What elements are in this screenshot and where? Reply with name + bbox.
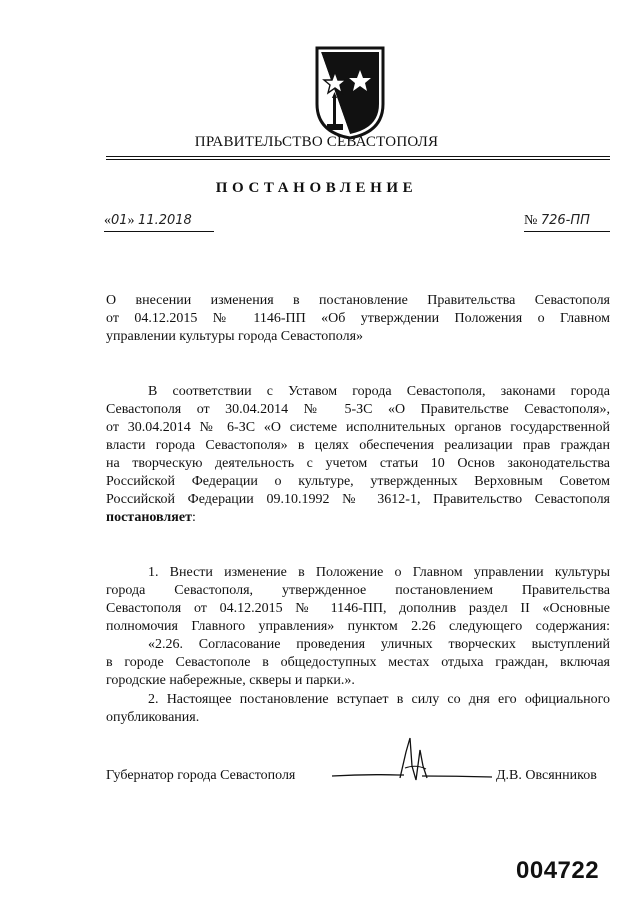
resolves-colon: : <box>191 510 196 525</box>
date-month-year: 11.2018 <box>138 213 192 228</box>
document-subject <box>106 292 610 346</box>
document-type: ПОСТАНОВЛЕНИЕ <box>215 180 418 196</box>
clause-1 <box>106 564 610 636</box>
clause-1-line: полномочия Главного управления» пунктом 2.26 следующего содержания: <box>106 619 610 634</box>
government-title: ПРАВИТЕЛЬСТВО СЕВАСТОПОЛЯ <box>194 134 439 150</box>
document-date <box>104 213 214 232</box>
preamble-line: на творческую деятельность с учетом статьи 10 Основ законодательства <box>106 456 610 471</box>
clause-2-26-line: в городе Севастополе в общедоступных местах отдыха граждан, включая <box>106 655 610 670</box>
signatory-name: Д.В. Овсянников <box>496 768 597 783</box>
header-divider <box>106 156 610 160</box>
preamble-line: Российской Федерации о культуре, утвержденных Верховным Советом <box>106 474 610 489</box>
clause-2 <box>106 691 610 727</box>
document-number <box>524 213 610 232</box>
clause-2-line: 2. Настоящее постановление вступает в силу со дня его официального <box>148 692 610 707</box>
number-value: 726-ПП <box>540 213 590 228</box>
clause-1-line: 1. Внести изменение в Положение о Главном управлении культуры <box>148 565 610 580</box>
clause-1-line: города Севастополя, утвержденное постановлением Правительства <box>106 583 610 598</box>
serial-number: 004722 <box>516 857 600 884</box>
subject-line: от 04.12.2015 № 1146-ПП «Об утверждении Положения о Главном <box>106 311 610 326</box>
handwritten-signature <box>326 736 496 786</box>
clause-2-26 <box>106 636 610 690</box>
preamble-line: от 30.04.2014 № 6-ЗС «О системе исполнительных органов государственной <box>106 420 610 435</box>
preamble-line: В соответствии с Уставом города Севастополя, законами города <box>148 384 610 399</box>
clause-2-line: опубликования. <box>106 710 200 725</box>
preamble-paragraph <box>106 383 610 527</box>
signatory-position: Губернатор города Севастополя <box>106 768 296 783</box>
clause-2-26-line: «2.26. Согласование проведения уличных творческих выступлений <box>148 637 610 652</box>
preamble-line: Севастополя от 30.04.2014 № 5-ЗС «О Правительстве Севастополя», <box>106 402 610 417</box>
preamble-line: Российской Федерации 09.10.1992 № 3612-1, Правительство Севастополя <box>106 492 610 507</box>
date-day: 01 <box>111 213 128 228</box>
subject-line: управлении культуры города Севастополя» <box>106 329 364 344</box>
date-open-quote: « <box>104 213 111 228</box>
preamble-line: власти города Севастополя» в целях обеспечения реализации прав граждан <box>106 438 610 453</box>
clause-1-line: Севастополя от 04.12.2015 № 1146-ПП, дополнив раздел II «Основные <box>106 601 610 616</box>
subject-line: О внесении изменения в постановление Правительства Севастополя <box>106 293 610 308</box>
resolves-line <box>106 509 610 527</box>
number-prefix: № <box>524 213 538 228</box>
date-close-quote: » <box>127 213 135 228</box>
sevastopol-coat-of-arms-icon <box>313 46 387 140</box>
clause-2-26-line: городские набережные, скверы и парки.». <box>106 673 355 688</box>
resolves-word: постановляет <box>106 510 192 525</box>
